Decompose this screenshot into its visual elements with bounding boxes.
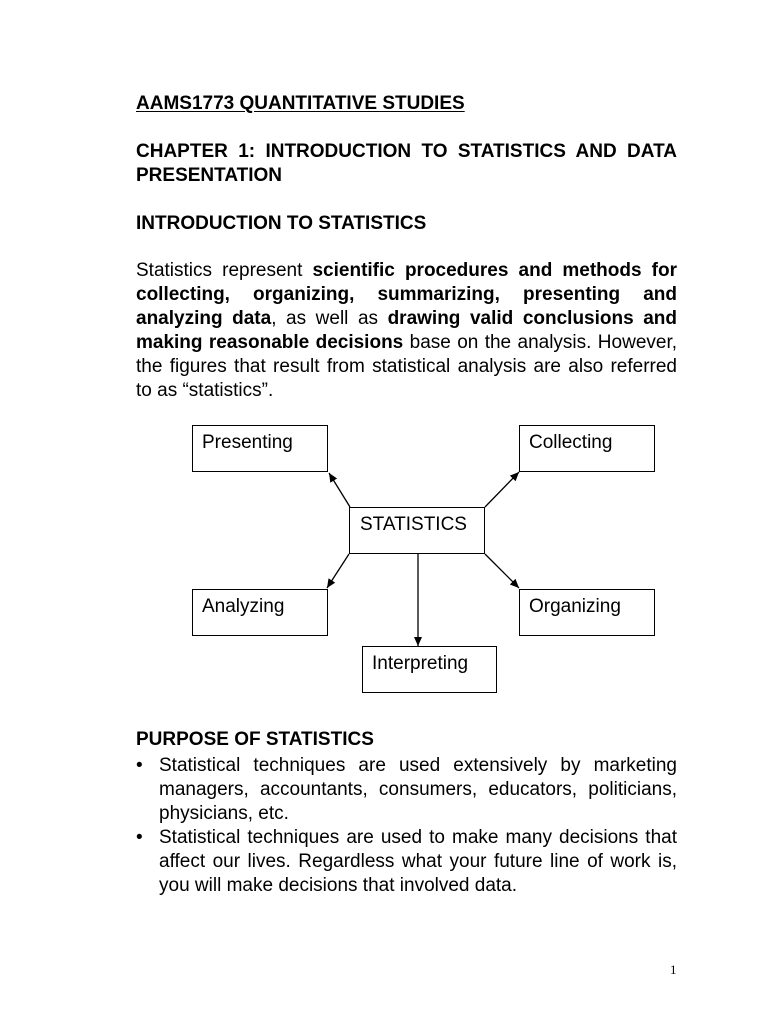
diagram-center-statistics: STATISTICS <box>349 507 485 554</box>
bullet-marker: • <box>136 755 143 776</box>
intro-text-3: base on the analysis. However, the figures that result from statistical analysis are also referred to as “statistics”. <box>136 332 678 401</box>
intro-text-2: , as well as <box>271 308 388 329</box>
intro-emphasis-2: drawing valid conclusions and making reasonable decisions <box>136 308 678 353</box>
arrow-to-organizing <box>485 554 519 588</box>
diagram-node-interpreting: Interpreting <box>362 646 497 693</box>
diagram-node-analyzing: Analyzing <box>192 589 328 636</box>
page-number: 1 <box>670 962 677 977</box>
chapter-title: CHAPTER 1: INTRODUCTION TO STATISTICS AND DATA PRESENTATION <box>136 141 677 186</box>
bullet-text: Statistical techniques are used extensively by marketing managers, accountants, consumers, educators, politicians, physicians, etc. <box>159 755 677 824</box>
intro-emphasis-1: scientific procedures and methods for collecting, organizing, summarizing, presenting and analyzing data <box>136 260 677 329</box>
section-heading-purpose: PURPOSE OF STATISTICS <box>136 729 374 750</box>
arrow-to-analyzing <box>327 554 349 588</box>
bullet-marker: • <box>136 827 143 848</box>
section-heading-introduction: INTRODUCTION TO STATISTICS <box>136 213 427 234</box>
bullet-text: Statistical techniques are used to make many decisions that affect our lives. Regardless what your future line of work is, you will make decisions that involved data. <box>159 827 677 896</box>
intro-paragraph <box>136 259 677 403</box>
diagram-node-organizing: Organizing <box>519 589 655 636</box>
intro-text-1: Statistics represent <box>136 260 313 281</box>
arrow-to-collecting <box>485 472 519 507</box>
course-title: AAMS1773 QUANTITATIVE STUDIES <box>136 93 465 114</box>
purpose-bullet-list <box>136 754 677 898</box>
list-item <box>136 754 677 826</box>
diagram-node-presenting: Presenting <box>192 425 328 472</box>
diagram-node-collecting: Collecting <box>519 425 655 472</box>
arrow-to-presenting <box>329 473 350 507</box>
list-item <box>136 826 677 898</box>
